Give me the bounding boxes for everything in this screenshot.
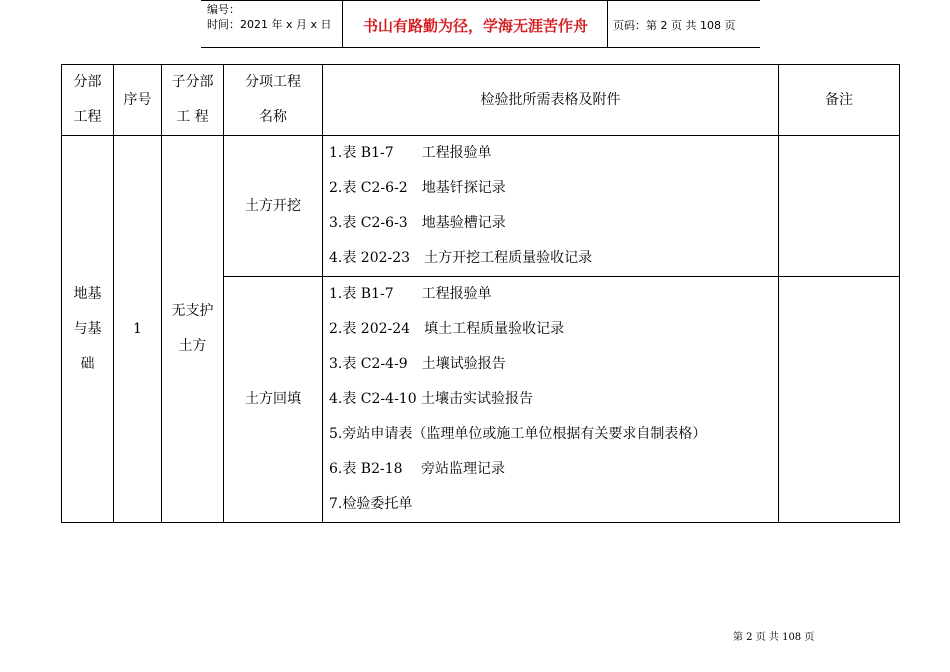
- header-divider: [607, 0, 608, 48]
- subdivision-cell: 无支护 土方: [162, 136, 224, 523]
- header-meta: [207, 2, 332, 32]
- list-item: 2.表 202-24 填土工程质量验收记录: [329, 321, 565, 337]
- header-cell-remarks: 备注: [779, 65, 900, 136]
- item-name-cell: 土方回填: [224, 277, 323, 523]
- header-motto: 书山有路勤为径，学海无涯苦作舟: [362, 17, 588, 35]
- document-number-label: 编号：: [207, 3, 240, 16]
- inspection-table: [61, 64, 900, 523]
- list-item: 5.旁站申请表（监理单位或施工单位根据有关要求自制表格）: [329, 426, 707, 442]
- item-name-cell: 土方开挖: [224, 136, 323, 277]
- division-cell: 地基 与基 础: [62, 136, 114, 523]
- table-header-row: [62, 65, 900, 136]
- list-item: 1.表 B1-7 工程报验单: [329, 286, 492, 302]
- forms-cell: [323, 277, 779, 523]
- list-item: 4.表 202-23 土方开挖工程质量验收记录: [329, 250, 593, 266]
- header-bottom-rule: [201, 47, 760, 48]
- list-item: 4.表 C2-4-10 土壤击实试验报告: [329, 391, 534, 407]
- remarks-cell: [779, 277, 900, 523]
- document-date: 时间：2021 年 x 月 x 日: [207, 18, 332, 31]
- forms-cell: [323, 136, 779, 277]
- header-cell-seq: 序号: [114, 65, 162, 136]
- seq-cell: 1: [114, 136, 162, 523]
- list-item: 3.表 C2-6-3 地基验槽记录: [329, 215, 506, 231]
- page-header: [201, 0, 760, 48]
- header-page-info: 页码：第 2 页 共 108 页: [613, 19, 736, 32]
- header-cell-forms: 检验批所需表格及附件: [323, 65, 779, 136]
- remarks-cell: [779, 136, 900, 277]
- list-item: 2.表 C2-6-2 地基钎探记录: [329, 180, 506, 196]
- list-item: 7.检验委托单: [329, 496, 413, 512]
- page-footer: 第 2 页 共 108 页: [733, 632, 815, 643]
- header-cell-division: 分部 工程: [62, 65, 114, 136]
- header-cell-subdivision: 子分部 工 程: [162, 65, 224, 136]
- table-row: [62, 136, 900, 277]
- list-item: 1.表 B1-7 工程报验单: [329, 145, 492, 161]
- header-divider: [342, 0, 343, 48]
- list-item: 3.表 C2-4-9 土壤试验报告: [329, 356, 506, 372]
- header-cell-item-name: 分项工程 名称: [224, 65, 323, 136]
- header-top-rule: [201, 0, 760, 1]
- list-item: 6.表 B2-18 旁站监理记录: [329, 461, 505, 477]
